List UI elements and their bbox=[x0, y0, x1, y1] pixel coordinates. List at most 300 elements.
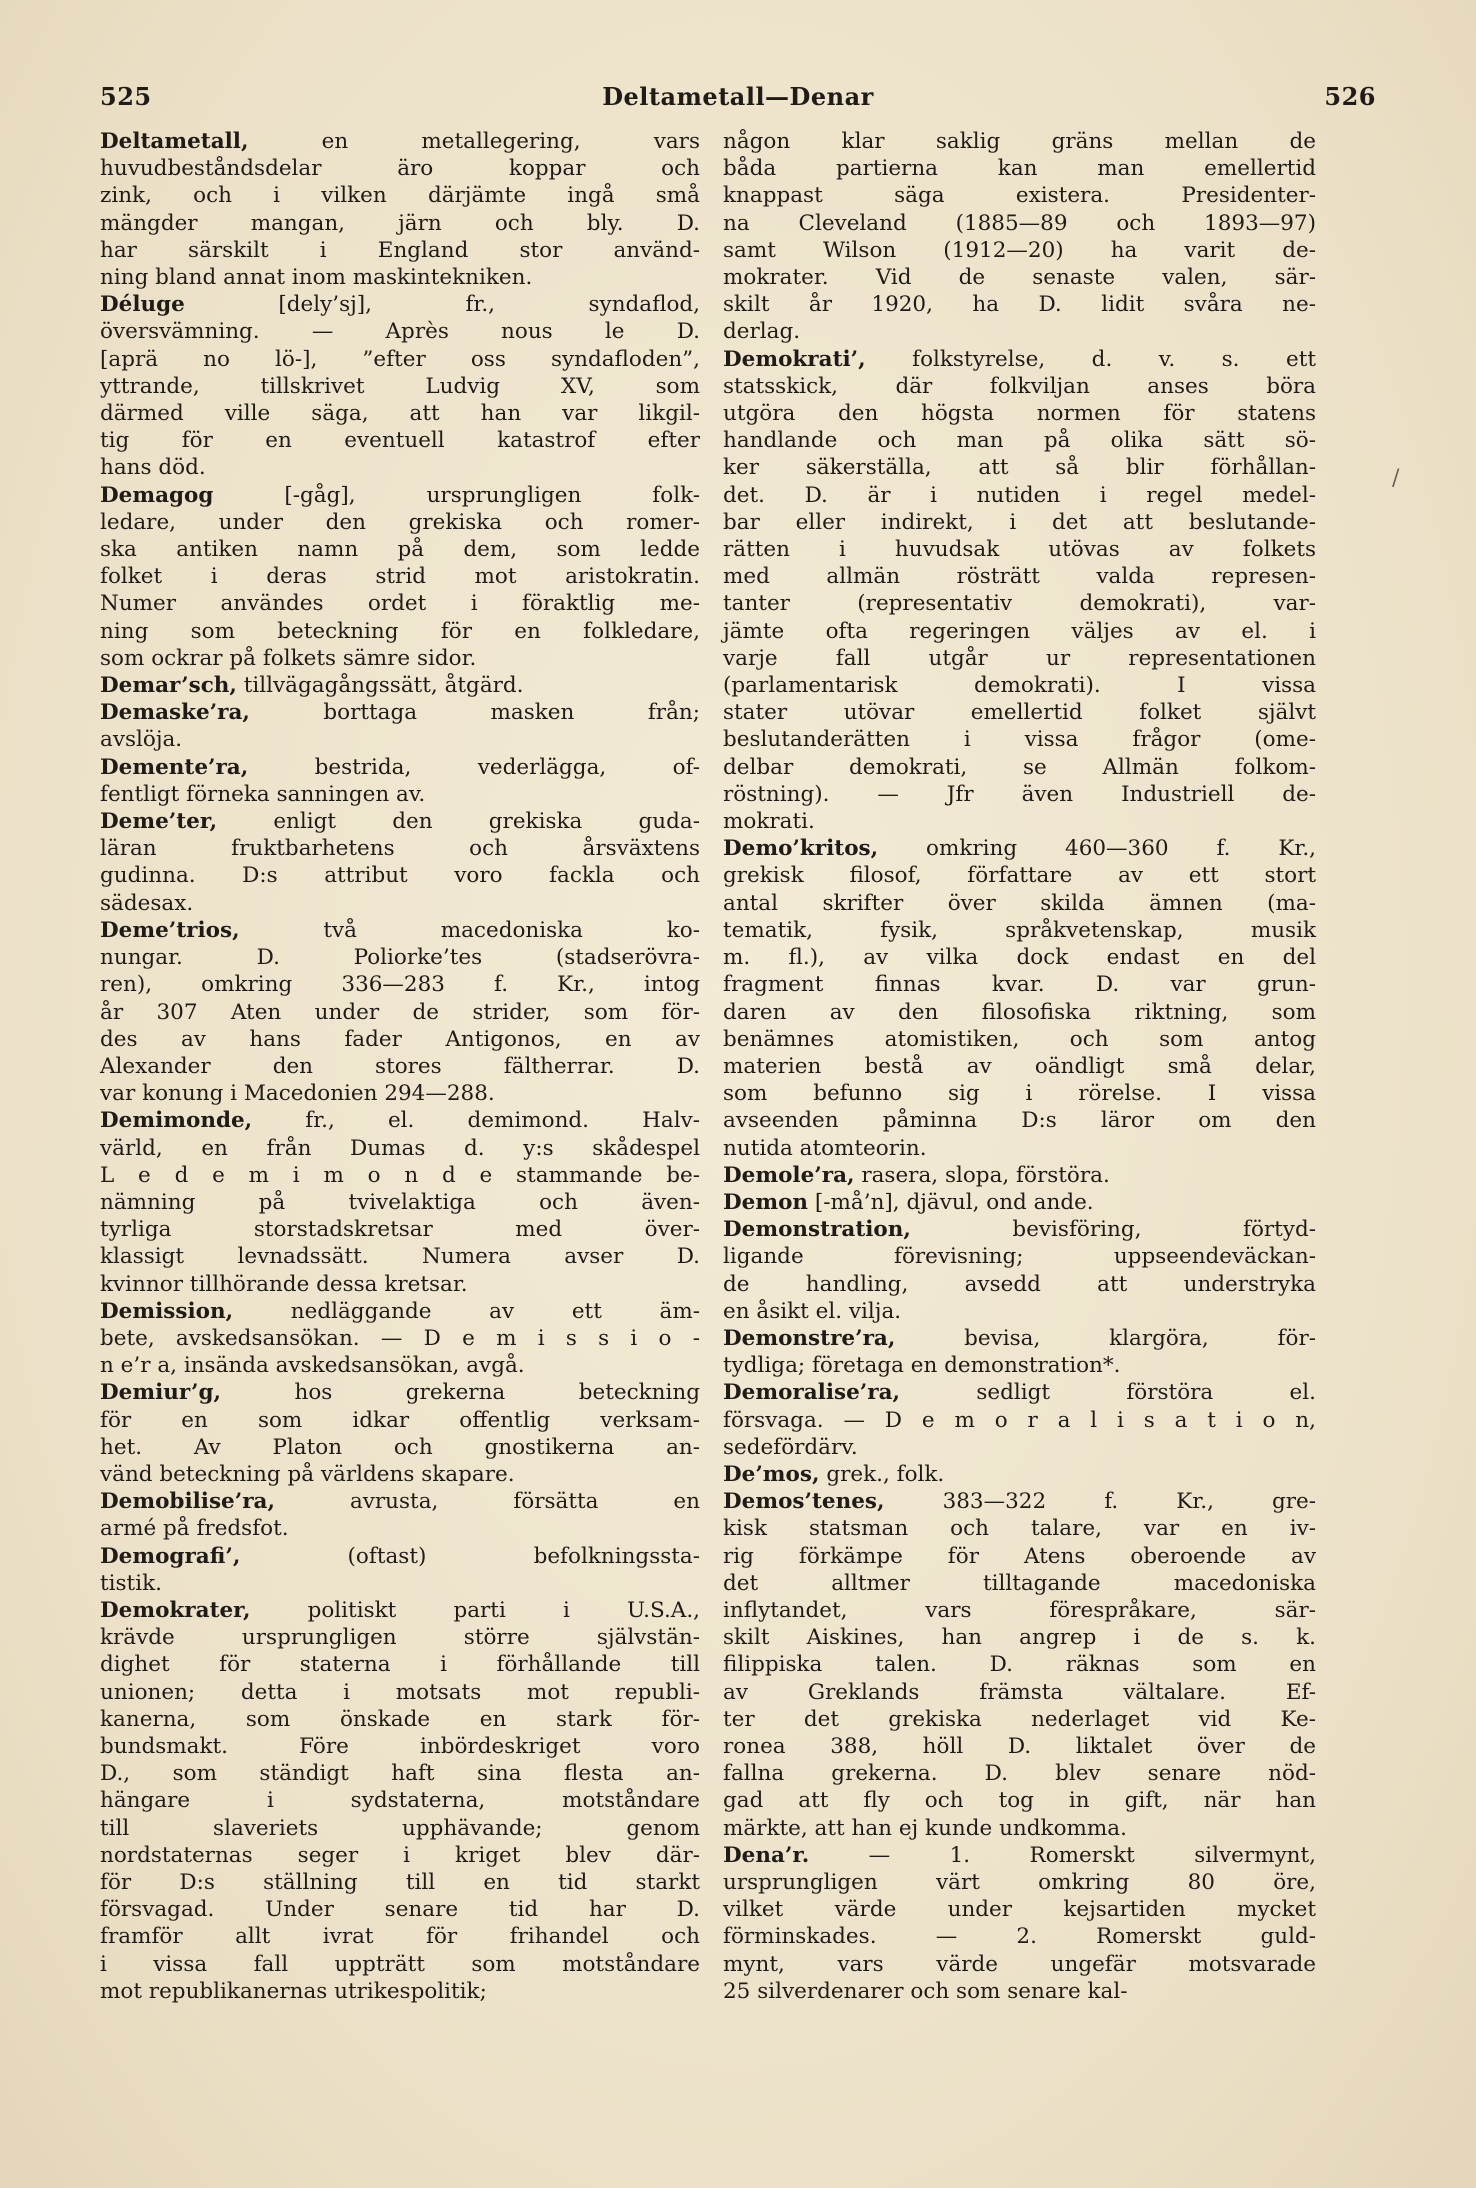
entry-line bbox=[723, 1978, 1316, 2005]
entry-text: zink, och i vilken därjämte ingå små bbox=[100, 183, 700, 209]
entry-text: gad att fly och tog in gift, när han bbox=[723, 1788, 1316, 1814]
entry-line bbox=[723, 862, 1316, 889]
entry-text: mängder mangan, järn och bly. D. bbox=[100, 210, 700, 236]
entry-text: fragment finnas kvar. D. var grun- bbox=[723, 972, 1316, 998]
entry-text: unionen; detta i motsats mot republi- bbox=[100, 1679, 700, 1705]
entry-line bbox=[723, 1488, 1316, 1515]
entry-line bbox=[723, 128, 1316, 155]
entry-line bbox=[723, 1815, 1316, 1842]
entry-line bbox=[723, 563, 1316, 590]
entry-text: vänd beteckning på världens skapare. bbox=[100, 1461, 515, 1487]
entry-line bbox=[100, 1869, 700, 1896]
entry-line bbox=[100, 155, 700, 182]
entry-line bbox=[723, 1298, 1316, 1325]
entry-line bbox=[723, 509, 1316, 536]
entry-line bbox=[723, 237, 1316, 264]
entry-text: ning bland annat inom maskintekniken. bbox=[100, 265, 533, 291]
entry-text: ker säkerställa, att så blir förhållan- bbox=[723, 455, 1316, 481]
entry-text: yttrande, tillskrivet Ludvig XV, som bbox=[100, 373, 700, 399]
entry-line bbox=[100, 482, 700, 509]
entry-line bbox=[100, 1434, 700, 1461]
entry-text: 25 silverdenarer och som senare kal- bbox=[723, 1978, 1128, 2004]
entry-text: gudinna. D:s attribut voro fackla och bbox=[100, 863, 700, 889]
entry-line bbox=[100, 509, 700, 536]
entry-text: de handling, avsedd att understryka bbox=[723, 1271, 1316, 1297]
entry-text: jämte ofta regeringen väljes av el. i bbox=[723, 618, 1316, 644]
entry-text: sedligt förstöra el. bbox=[900, 1380, 1316, 1406]
entry-line bbox=[100, 210, 700, 237]
entry-line bbox=[100, 1407, 700, 1434]
margin-mark: / bbox=[1392, 466, 1400, 491]
entry-text: bestrida, vederlägga, of- bbox=[248, 754, 700, 780]
dictionary-entry bbox=[723, 1325, 1316, 1379]
dictionary-entry bbox=[723, 1189, 1316, 1216]
entry-text: omkring 460—360 f. Kr., bbox=[878, 836, 1316, 862]
entry-line bbox=[100, 237, 700, 264]
entry-text: delbar demokrati, se Allmän folkom- bbox=[723, 754, 1316, 780]
entry-text: politiskt parti i U.S.A., bbox=[250, 1597, 700, 1623]
entry-line bbox=[100, 1760, 700, 1787]
entry-line bbox=[723, 1162, 1316, 1189]
entry-text: mynt, vars värde ungefär motsvarade bbox=[723, 1951, 1316, 1977]
entry-text: en åsikt el. vilja. bbox=[723, 1298, 902, 1324]
entry-line bbox=[100, 1651, 700, 1678]
entry-headword: Demos’tenes, bbox=[723, 1489, 885, 1515]
entry-text: hos grekerna beteckning bbox=[221, 1380, 700, 1406]
entry-line bbox=[723, 1760, 1316, 1787]
entry-line bbox=[723, 971, 1316, 998]
entry-text: — 1. Romerskt silvermynt, bbox=[809, 1842, 1316, 1868]
entry-text: varje fall utgår ur representationen bbox=[723, 645, 1316, 671]
entry-text: stater utövar emellertid folket självt bbox=[723, 700, 1316, 726]
entry-text: ter det grekiska nederlaget vid Ke- bbox=[723, 1706, 1316, 1732]
entry-text: m. fl.), av vilka dock endast en del bbox=[723, 945, 1316, 971]
entry-line bbox=[100, 1053, 700, 1080]
entry-line bbox=[723, 781, 1316, 808]
entry-line bbox=[723, 1434, 1316, 1461]
entry-line bbox=[100, 1515, 700, 1542]
entry-text: tyrliga storstadskretsar med över- bbox=[100, 1217, 700, 1243]
entry-text: [aprä no lö-], ”efter oss syndafloden”, bbox=[100, 346, 700, 372]
entry-text: fentligt förneka sanningen av. bbox=[100, 781, 426, 807]
entry-text: försvaga. — D e m o r a l i s a t i o n, bbox=[723, 1407, 1316, 1433]
entry-line bbox=[100, 1624, 700, 1651]
entry-text: båda partierna kan man emellertid bbox=[723, 156, 1316, 182]
dictionary-entry bbox=[100, 1543, 700, 1597]
entry-line bbox=[100, 1461, 700, 1488]
entry-text: ronea 388, höll D. liktalet över de bbox=[723, 1733, 1316, 1759]
entry-text: av Greklands främsta vältalare. Ef- bbox=[723, 1679, 1316, 1705]
entry-line bbox=[100, 917, 700, 944]
entry-line bbox=[100, 373, 700, 400]
entry-text: sedefördärv. bbox=[723, 1434, 858, 1460]
dictionary-entry bbox=[100, 1107, 700, 1297]
entry-headword: Demente’ra, bbox=[100, 754, 249, 780]
entry-text: 383—322 f. Kr., gre- bbox=[884, 1489, 1316, 1515]
entry-text: benämnes atomistiken, och som antog bbox=[723, 1026, 1316, 1052]
entry-text: bar eller indirekt, i det att beslutande- bbox=[723, 509, 1316, 535]
entry-line bbox=[723, 373, 1316, 400]
entry-text: tematik, fysik, språkvetenskap, musik bbox=[723, 917, 1316, 943]
entry-text: grek., folk. bbox=[819, 1461, 945, 1487]
dictionary-entry bbox=[723, 346, 1316, 836]
entry-line bbox=[723, 1679, 1316, 1706]
entry-line bbox=[100, 1978, 700, 2005]
dictionary-entry bbox=[723, 1379, 1316, 1461]
entry-line bbox=[723, 917, 1316, 944]
dictionary-entry bbox=[100, 754, 700, 808]
entry-text: var konung i Macedonien 294—288. bbox=[100, 1081, 495, 1107]
entry-headword: Demonstration, bbox=[723, 1217, 911, 1243]
dictionary-entry bbox=[723, 128, 1316, 346]
entry-line bbox=[100, 1679, 700, 1706]
entry-line bbox=[100, 264, 700, 291]
entry-line bbox=[100, 1597, 700, 1624]
entry-headword: Demografi’, bbox=[100, 1543, 241, 1569]
entry-text: derlag. bbox=[723, 319, 801, 345]
entry-text: röstning). — Jfr även Industriell de- bbox=[723, 781, 1316, 807]
entry-text: L e d e m i m o n d e stammande be- bbox=[100, 1162, 700, 1188]
entry-text: märkte, att han ej kunde undkomma. bbox=[723, 1815, 1127, 1841]
entry-line bbox=[723, 645, 1316, 672]
entry-text: het. Av Platon och gnostikerna an- bbox=[100, 1434, 700, 1460]
entry-text: värld, en från Dumas d. y:s skådespel bbox=[100, 1135, 700, 1161]
dictionary-entry bbox=[723, 1162, 1316, 1189]
entry-headword: Demole’ra, bbox=[723, 1162, 855, 1188]
entry-text: na Cleveland (1885—89 och 1893—97) bbox=[723, 210, 1316, 236]
entry-line bbox=[723, 427, 1316, 454]
entry-text: utgöra den högsta normen för statens bbox=[723, 401, 1316, 427]
entry-line bbox=[723, 1352, 1316, 1379]
entry-line bbox=[100, 1162, 700, 1189]
entry-line bbox=[100, 128, 700, 155]
entry-line bbox=[723, 1461, 1316, 1488]
entry-headword: Demiur’g, bbox=[100, 1380, 221, 1406]
entry-line bbox=[723, 182, 1316, 209]
entry-text: krävde ursprungligen större självstän- bbox=[100, 1625, 700, 1651]
entry-text: tistik. bbox=[100, 1570, 162, 1596]
entry-text: översvämning. — Après nous le D. bbox=[100, 319, 700, 345]
entry-headword: Deme’trios, bbox=[100, 917, 240, 943]
entry-line bbox=[723, 1896, 1316, 1923]
entry-line bbox=[723, 1216, 1316, 1243]
dictionary-entry bbox=[723, 1461, 1316, 1488]
entry-headword: Demobilise’ra, bbox=[100, 1489, 275, 1515]
entry-line bbox=[100, 1189, 700, 1216]
entry-text: till slaveriets upphävande; genom bbox=[100, 1815, 700, 1841]
entry-line bbox=[723, 1733, 1316, 1760]
entry-line bbox=[100, 1026, 700, 1053]
entry-line bbox=[723, 1080, 1316, 1107]
entry-line bbox=[723, 1923, 1316, 1950]
entry-text: nämning på tvivelaktiga och även- bbox=[100, 1189, 700, 1215]
entry-headword: Demaske’ra, bbox=[100, 700, 250, 726]
entry-text: bevisa, klargöra, för- bbox=[895, 1325, 1316, 1351]
entry-line bbox=[100, 1951, 700, 1978]
entry-text: två macedoniska ko- bbox=[239, 917, 700, 943]
entry-line bbox=[100, 1733, 700, 1760]
entry-line bbox=[723, 890, 1316, 917]
entry-headword: Demokrater, bbox=[100, 1597, 251, 1623]
entry-text: klassigt levnadssätt. Numera avser D. bbox=[100, 1244, 700, 1270]
entry-line bbox=[723, 754, 1316, 781]
entry-text: som befunno sig i rörelse. I vissa bbox=[723, 1081, 1316, 1107]
entry-line bbox=[100, 1896, 700, 1923]
entry-line bbox=[723, 454, 1316, 481]
right-column bbox=[723, 128, 1316, 2005]
entry-line bbox=[723, 1869, 1316, 1896]
entry-text: ska antiken namn på dem, som ledde bbox=[100, 537, 700, 563]
entry-line bbox=[723, 1706, 1316, 1733]
entry-text: armé på fredsfot. bbox=[100, 1516, 289, 1542]
entry-headword: De’mos, bbox=[723, 1461, 820, 1487]
dictionary-entry bbox=[723, 1842, 1316, 2005]
entry-line bbox=[100, 1243, 700, 1270]
dictionary-entry bbox=[100, 1298, 700, 1380]
entry-line bbox=[723, 1271, 1316, 1298]
entry-line bbox=[100, 1080, 700, 1107]
entry-text: Alexander den stores fältherrar. D. bbox=[100, 1053, 700, 1079]
entry-text: ning som beteckning för en folkledare, bbox=[100, 618, 700, 644]
dictionary-entry bbox=[100, 1379, 700, 1488]
entry-line bbox=[723, 536, 1316, 563]
entry-line bbox=[723, 944, 1316, 971]
entry-line bbox=[723, 618, 1316, 645]
entry-line bbox=[723, 1624, 1316, 1651]
entry-text: en metallegering, vars bbox=[248, 129, 700, 154]
entry-text: dighet för staterna i förhållande till bbox=[100, 1652, 700, 1678]
dictionary-entry bbox=[100, 808, 700, 917]
page-number-left: 525 bbox=[100, 82, 152, 111]
entry-line bbox=[723, 808, 1316, 835]
entry-text: avseenden påminna D:s läror om den bbox=[723, 1108, 1316, 1134]
entry-text: det alltmer tilltagande macedoniska bbox=[723, 1570, 1316, 1596]
entry-headword: Demar’sch, bbox=[100, 673, 237, 699]
entry-line bbox=[723, 1651, 1316, 1678]
entry-text: rätten i huvudsak utövas av folkets bbox=[723, 537, 1316, 563]
entry-line bbox=[100, 754, 700, 781]
entry-line bbox=[100, 1298, 700, 1325]
dictionary-entry bbox=[100, 699, 700, 753]
entry-text: (parlamentarisk demokrati). I vissa bbox=[723, 673, 1316, 699]
entry-line bbox=[100, 1488, 700, 1515]
entry-line bbox=[723, 1135, 1316, 1162]
entry-text: daren av den filosofiska riktning, som bbox=[723, 999, 1316, 1025]
entry-headword: Deme’ter, bbox=[100, 809, 218, 835]
entry-text: någon klar saklig gräns mellan de bbox=[723, 129, 1316, 154]
entry-line bbox=[723, 1189, 1316, 1216]
entry-line bbox=[723, 400, 1316, 427]
entry-text: som ockrar på folkets sämre sidor. bbox=[100, 645, 477, 671]
entry-text: för en som idkar offentlig verksam- bbox=[100, 1407, 700, 1433]
entry-line bbox=[100, 318, 700, 345]
running-title: Deltametall—Denar bbox=[602, 82, 874, 111]
dictionary-entry bbox=[100, 672, 700, 699]
entry-text: statsskick, där folkviljan anses böra bbox=[723, 373, 1316, 399]
entry-line bbox=[100, 1815, 700, 1842]
entry-text: samt Wilson (1912—20) ha varit de- bbox=[723, 237, 1316, 263]
entry-text: borttaga masken från; bbox=[249, 700, 700, 726]
entry-text: tydliga; företaga en demonstration*. bbox=[723, 1353, 1121, 1379]
entry-text: läran fruktbarhetens och årsväxtens bbox=[100, 836, 700, 862]
entry-line bbox=[723, 672, 1316, 699]
entry-line bbox=[100, 536, 700, 563]
entry-text: rasera, slopa, förstöra. bbox=[854, 1162, 1110, 1188]
entry-text: förminskades. — 2. Romerskt guld- bbox=[723, 1924, 1316, 1950]
entry-line bbox=[100, 590, 700, 617]
dictionary-entry bbox=[723, 1216, 1316, 1325]
entry-headword: Demoralise’ra, bbox=[723, 1380, 901, 1406]
dictionary-entry bbox=[100, 1597, 700, 2005]
entry-line bbox=[723, 999, 1316, 1026]
entry-text: folkstyrelse, d. v. s. ett bbox=[865, 346, 1316, 372]
dictionary-entry bbox=[723, 1488, 1316, 1842]
entry-text: nedläggande av ett äm- bbox=[233, 1298, 700, 1324]
entry-line bbox=[100, 1842, 700, 1869]
entry-headword: Demimonde, bbox=[100, 1108, 253, 1134]
entry-line bbox=[723, 1053, 1316, 1080]
entry-text: inflytandet, vars förespråkare, sär- bbox=[723, 1597, 1316, 1623]
entry-text: antal skrifter över skilda ämnen (ma- bbox=[723, 890, 1316, 916]
entry-line bbox=[723, 1379, 1316, 1406]
dictionary-entry bbox=[723, 835, 1316, 1161]
entry-text: des av hans fader Antigonos, en av bbox=[100, 1026, 700, 1052]
entry-line bbox=[100, 672, 700, 699]
entry-text: mot republikanernas utrikespolitik; bbox=[100, 1978, 487, 2004]
entry-line bbox=[723, 1325, 1316, 1352]
entry-line bbox=[723, 1842, 1316, 1869]
entry-line bbox=[100, 1570, 700, 1597]
entry-text: (oftast) befolkningssta- bbox=[240, 1543, 700, 1569]
entry-line bbox=[100, 427, 700, 454]
entry-text: huvudbeståndsdelar äro koppar och bbox=[100, 156, 700, 182]
entry-line bbox=[100, 182, 700, 209]
entry-line bbox=[723, 1597, 1316, 1624]
entry-line bbox=[723, 699, 1316, 726]
entry-line bbox=[723, 1515, 1316, 1542]
dictionary-entry bbox=[100, 291, 700, 481]
entry-headword: Demokrati’, bbox=[723, 346, 866, 372]
entry-line bbox=[100, 862, 700, 889]
entry-text: handlande och man på olika sätt sö- bbox=[723, 428, 1316, 454]
entry-text: knappast säga existera. Presidenter- bbox=[723, 183, 1316, 209]
entry-line bbox=[100, 1706, 700, 1733]
dictionary-entry bbox=[100, 482, 700, 672]
entry-text: tanter (representativ demokrati), var- bbox=[723, 591, 1316, 617]
entry-line bbox=[100, 1216, 700, 1243]
entry-line bbox=[100, 454, 700, 481]
entry-line bbox=[723, 1407, 1316, 1434]
entry-line bbox=[723, 835, 1316, 862]
entry-text: bundsmakt. Före inbördeskriget voro bbox=[100, 1733, 700, 1759]
entry-text: folket i deras strid mot aristokratin. bbox=[100, 564, 700, 590]
entry-line bbox=[723, 1570, 1316, 1597]
entry-line bbox=[100, 808, 700, 835]
entry-line bbox=[723, 1787, 1316, 1814]
entry-line bbox=[100, 563, 700, 590]
entry-text: i vissa fall uppträtt som motståndare bbox=[100, 1951, 700, 1977]
entry-line bbox=[100, 346, 700, 373]
dictionary-entry bbox=[100, 1488, 700, 1542]
entry-text: Numer användes ordet i föraktlig me- bbox=[100, 591, 700, 617]
entry-headword: Demonstre’ra, bbox=[723, 1325, 896, 1351]
left-column bbox=[100, 128, 700, 2005]
entry-line bbox=[100, 1787, 700, 1814]
entry-line bbox=[100, 726, 700, 753]
entry-text: vilket värde under kejsartiden mycket bbox=[723, 1897, 1316, 1923]
entry-line bbox=[100, 944, 700, 971]
entry-text: sädesax. bbox=[100, 890, 194, 916]
running-header bbox=[100, 82, 1376, 116]
entry-headword: Demo’kritos, bbox=[723, 836, 879, 862]
entry-line bbox=[100, 1923, 700, 1950]
entry-text: år 307 Aten under de strider, som för- bbox=[100, 999, 700, 1025]
entry-text: avslöja. bbox=[100, 727, 183, 753]
entry-text: materien bestå av oändligt små delar, bbox=[723, 1053, 1316, 1079]
entry-text: fr., el. demimond. Halv- bbox=[252, 1108, 700, 1134]
entry-text: mokrater. Vid de senaste valen, sär- bbox=[723, 265, 1316, 291]
entry-line bbox=[723, 1543, 1316, 1570]
entry-text: nungar. D. Poliorke’tes (stadserövra- bbox=[100, 945, 700, 971]
entry-text: n e’r a, insända avskedsansökan, avgå. bbox=[100, 1353, 525, 1379]
entry-text: hängare i sydstaterna, motståndare bbox=[100, 1788, 700, 1814]
entry-line bbox=[100, 835, 700, 862]
entry-line bbox=[723, 210, 1316, 237]
entry-text: nordstaternas seger i kriget blev där- bbox=[100, 1842, 700, 1868]
entry-headword: Deltametall, bbox=[100, 129, 249, 154]
entry-text: ledare, under den grekiska och romer- bbox=[100, 509, 700, 535]
entry-text: bete, avskedsansökan. — D e m i s s i o - bbox=[100, 1325, 700, 1351]
entry-text: tillvägagångssätt, åtgärd. bbox=[236, 673, 524, 699]
entry-text: tig för en eventuell katastrof efter bbox=[100, 428, 700, 454]
entry-text: skilt Aiskines, han angrep i de s. k. bbox=[723, 1625, 1316, 1651]
entry-headword: Déluge bbox=[100, 292, 185, 318]
entry-line bbox=[723, 726, 1316, 753]
entry-line bbox=[100, 1352, 700, 1379]
entry-line bbox=[100, 699, 700, 726]
entry-text: det. D. är i nutiden i regel medel- bbox=[723, 482, 1316, 508]
entry-text: kvinnor tillhörande dessa kretsar. bbox=[100, 1271, 468, 1297]
entry-text: [dely’sj], fr., syndaflod, bbox=[184, 292, 700, 318]
entry-text: bevisföring, förtyd- bbox=[910, 1217, 1316, 1243]
entry-line bbox=[100, 618, 700, 645]
entry-headword: Demission, bbox=[100, 1298, 234, 1324]
entry-line bbox=[100, 291, 700, 318]
entry-text: försvagad. Under senare tid har D. bbox=[100, 1897, 700, 1923]
entry-line bbox=[100, 1543, 700, 1570]
entry-text: skilt år 1920, ha D. lidit svåra ne- bbox=[723, 292, 1316, 318]
entry-line bbox=[723, 1243, 1316, 1270]
dictionary-entry bbox=[100, 128, 700, 291]
entry-text: ligande förevisning; uppseendeväckan- bbox=[723, 1244, 1316, 1270]
entry-line bbox=[723, 264, 1316, 291]
entry-text: kanerna, som önskade en stark för- bbox=[100, 1706, 700, 1732]
entry-line bbox=[723, 1026, 1316, 1053]
entry-text: [-gåg], ursprungligen folk- bbox=[213, 482, 700, 508]
entry-text: därmed ville säga, att han var likgil- bbox=[100, 401, 700, 427]
entry-line bbox=[723, 1951, 1316, 1978]
entry-text: enligt den grekiska guda- bbox=[217, 809, 700, 835]
entry-line bbox=[100, 781, 700, 808]
entry-line bbox=[100, 890, 700, 917]
entry-line bbox=[100, 645, 700, 672]
entry-line bbox=[100, 971, 700, 998]
entry-line bbox=[100, 1107, 700, 1134]
entry-headword: Demagog bbox=[100, 482, 214, 508]
entry-text: rig förkämpe för Atens oberoende av bbox=[723, 1543, 1316, 1569]
entry-text: framför allt ivrat för frihandel och bbox=[100, 1924, 700, 1950]
entry-text: [-må’n], djävul, ond ande. bbox=[808, 1189, 1094, 1215]
